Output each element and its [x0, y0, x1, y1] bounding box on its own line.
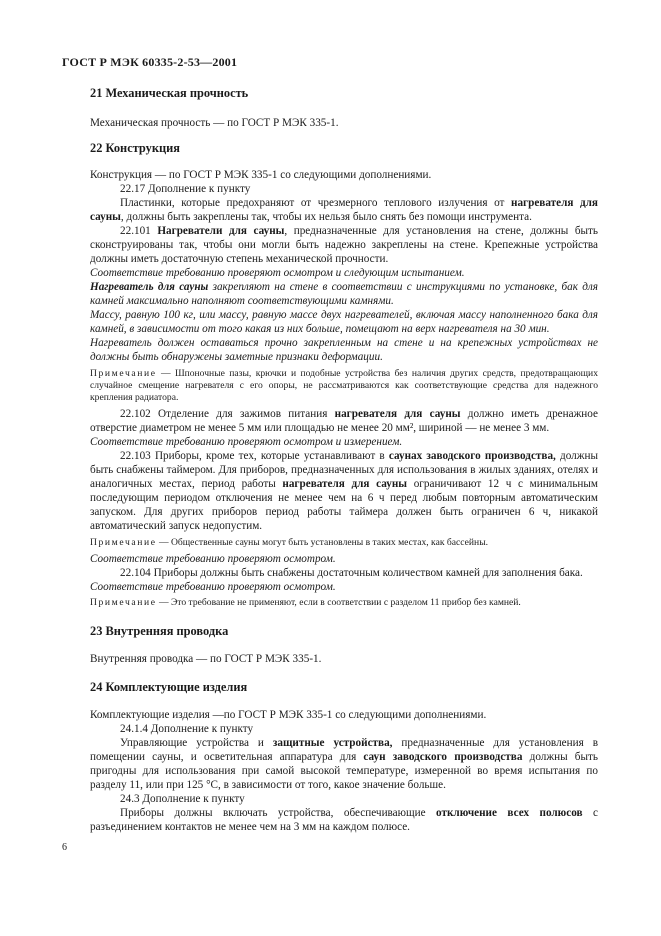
section-23-heading: 23 Внутренняя проводка [90, 624, 229, 638]
clause-22-102 [90, 407, 598, 435]
text: Управляющие устройства и [120, 737, 273, 749]
note-text: — Общественные сауны могут быть установлены в таких местах, как бассейны. [156, 537, 489, 548]
term: нагревателя для сауны [90, 197, 598, 223]
text: , должны быть закреплены так, чтобы их нельзя было снять без помощи инструмента. [120, 211, 532, 223]
section-21-heading: 21 Механическая прочность [90, 86, 249, 100]
term: нагревателя для сауны [334, 408, 461, 420]
term: саун заводского производства [363, 751, 523, 763]
test-paragraph: Массу, равную 100 кг, или массу, равную массе двух нагревателей, включая массу наполненного бака для камней, в зависимости от того какая из них больше, помещают на верх нагревателя на 30 мин. [90, 309, 598, 335]
paragraph [90, 736, 598, 792]
section-24-heading: 24 Комплектующие изделия [90, 680, 248, 694]
test-paragraph [90, 280, 598, 308]
compliance-note: Соответствие требованию проверяют осмотром. [90, 553, 336, 565]
term: саунах заводского производства, [388, 450, 556, 462]
paragraph: Механическая прочность — по ГОСТ Р МЭК 335-1. [90, 117, 339, 129]
term: Нагреватели для сауны [157, 225, 285, 237]
clause-22-103 [90, 449, 598, 533]
compliance-note: Соответствие требованию проверяют осмотром и измерением. [90, 436, 403, 448]
clause-24-1-4: 24.1.4 Дополнение к пункту [120, 723, 254, 735]
text: Приборы должны включать устройства, обеспечивающие [120, 807, 437, 819]
text: ограничивают 12 ч с минимальным последующим периодом отключения не менее чем на 6 ч перед любым повторным автоматическим запуском. Для других приборов период работы таймера должен быть ограничен 6 ч, никакой автоматический запуск недопустим. [90, 478, 599, 532]
clause-22-104: 22.104 Приборы должны быть снабжены достаточным количеством камней для заполнения бака. [120, 567, 583, 579]
term: отключение всех полюсов [436, 807, 583, 819]
clause-24-3: 24.3 Дополнение к пункту [120, 793, 245, 805]
paragraph: Конструкция — по ГОСТ Р МЭК 335-1 со следующими дополнениями. [90, 169, 432, 181]
text: должны быть снабжены таймером. Для приборов, предназначенных для использования в жилых зданиях, отелях и аналогичных местах, период работы [90, 450, 598, 490]
compliance-note: Соответствие требованию проверяют осмотром и следующим испытанием. [90, 267, 465, 279]
term: защитные устройства, [272, 737, 393, 749]
text: закрепляют на стене в соответствии с инструкциями по установке, бак для камней максимально наполняют соответствующими камнями. [90, 281, 598, 307]
clause-22-17: 22.17 Дополнение к пункту [120, 183, 251, 195]
section-23-text [90, 652, 598, 666]
text: должно иметь дренажное отверстие диаметром не менее 5 мм или площадью не менее 20 мм², шириной — не менее 3 мм. [90, 408, 598, 434]
paragraph: Комплектующие изделия —по ГОСТ Р МЭК 335-1 со следующими дополнениями. [90, 709, 487, 721]
term: Нагреватель для сауны [90, 281, 209, 293]
clause-22-101 [90, 224, 598, 266]
clause-number: 22.101 [120, 225, 158, 237]
text: должны быть пригодны для использования при самой высокой температуре, измеренной во время испытания по разделу 11, или при 125 °С, в зависимости от того, какое значение больше. [90, 751, 598, 791]
text: предназначенные для установления в помещении сауны, и осветительная аппаратура для [90, 737, 598, 763]
note-label: Примечание [90, 368, 157, 379]
note-text: — Это требование не применяют, если в соответствии с разделом 11 прибор без камней. [156, 597, 521, 608]
note-2 [90, 537, 598, 549]
text: 22.103 Приборы, кроме тех, которые устанавливают в [120, 450, 389, 462]
paragraph [90, 806, 598, 834]
text: Пластинки, которые предохраняют от чрезмерного теплового излучения от [120, 197, 511, 209]
document-id: ГОСТ Р МЭК 60335-2-53—2001 [62, 55, 238, 69]
section-22-heading: 22 Конструкция [90, 141, 180, 155]
note-label: Примечание [90, 597, 157, 608]
text: , предназначенные для установления на стене, должны быть сконструированы так, чтобы они могли быть надежно закреплены на стене. Крепежные устройства должны иметь достаточную степень механической прочности. [90, 225, 599, 265]
compliance-note: Соответствие требованию проверяют осмотром. [90, 581, 336, 593]
test-paragraph: Нагреватель должен оставаться прочно закрепленным на стене и на крепежных устройствах не должны быть обнаружены заметные признаки деформации. [90, 337, 598, 363]
term: нагревателя для сауны [282, 478, 408, 490]
text: 22.102 Отделение для зажимов питания [120, 408, 335, 420]
section-24-body [90, 708, 598, 834]
page-number: 6 [62, 842, 67, 853]
paragraph [90, 196, 598, 224]
note-1 [90, 368, 598, 404]
note-label: Примечание [90, 537, 157, 548]
section-21-text [90, 116, 598, 130]
section-22-body [90, 168, 598, 609]
text: с разъединением контактов не менее чем на 3 мм на каждом полюсе. [90, 807, 598, 833]
note-text: — Шпоночные пазы, крючки и подобные устройства без наличия других средств, предотвращающих случайное смещение нагревателя с его опоры, не рассматриваются как соответствующие средства для надежного крепления радиатора. [90, 368, 598, 403]
paragraph: Внутренняя проводка — по ГОСТ Р МЭК 335-1. [90, 653, 322, 665]
note-3 [90, 597, 598, 609]
